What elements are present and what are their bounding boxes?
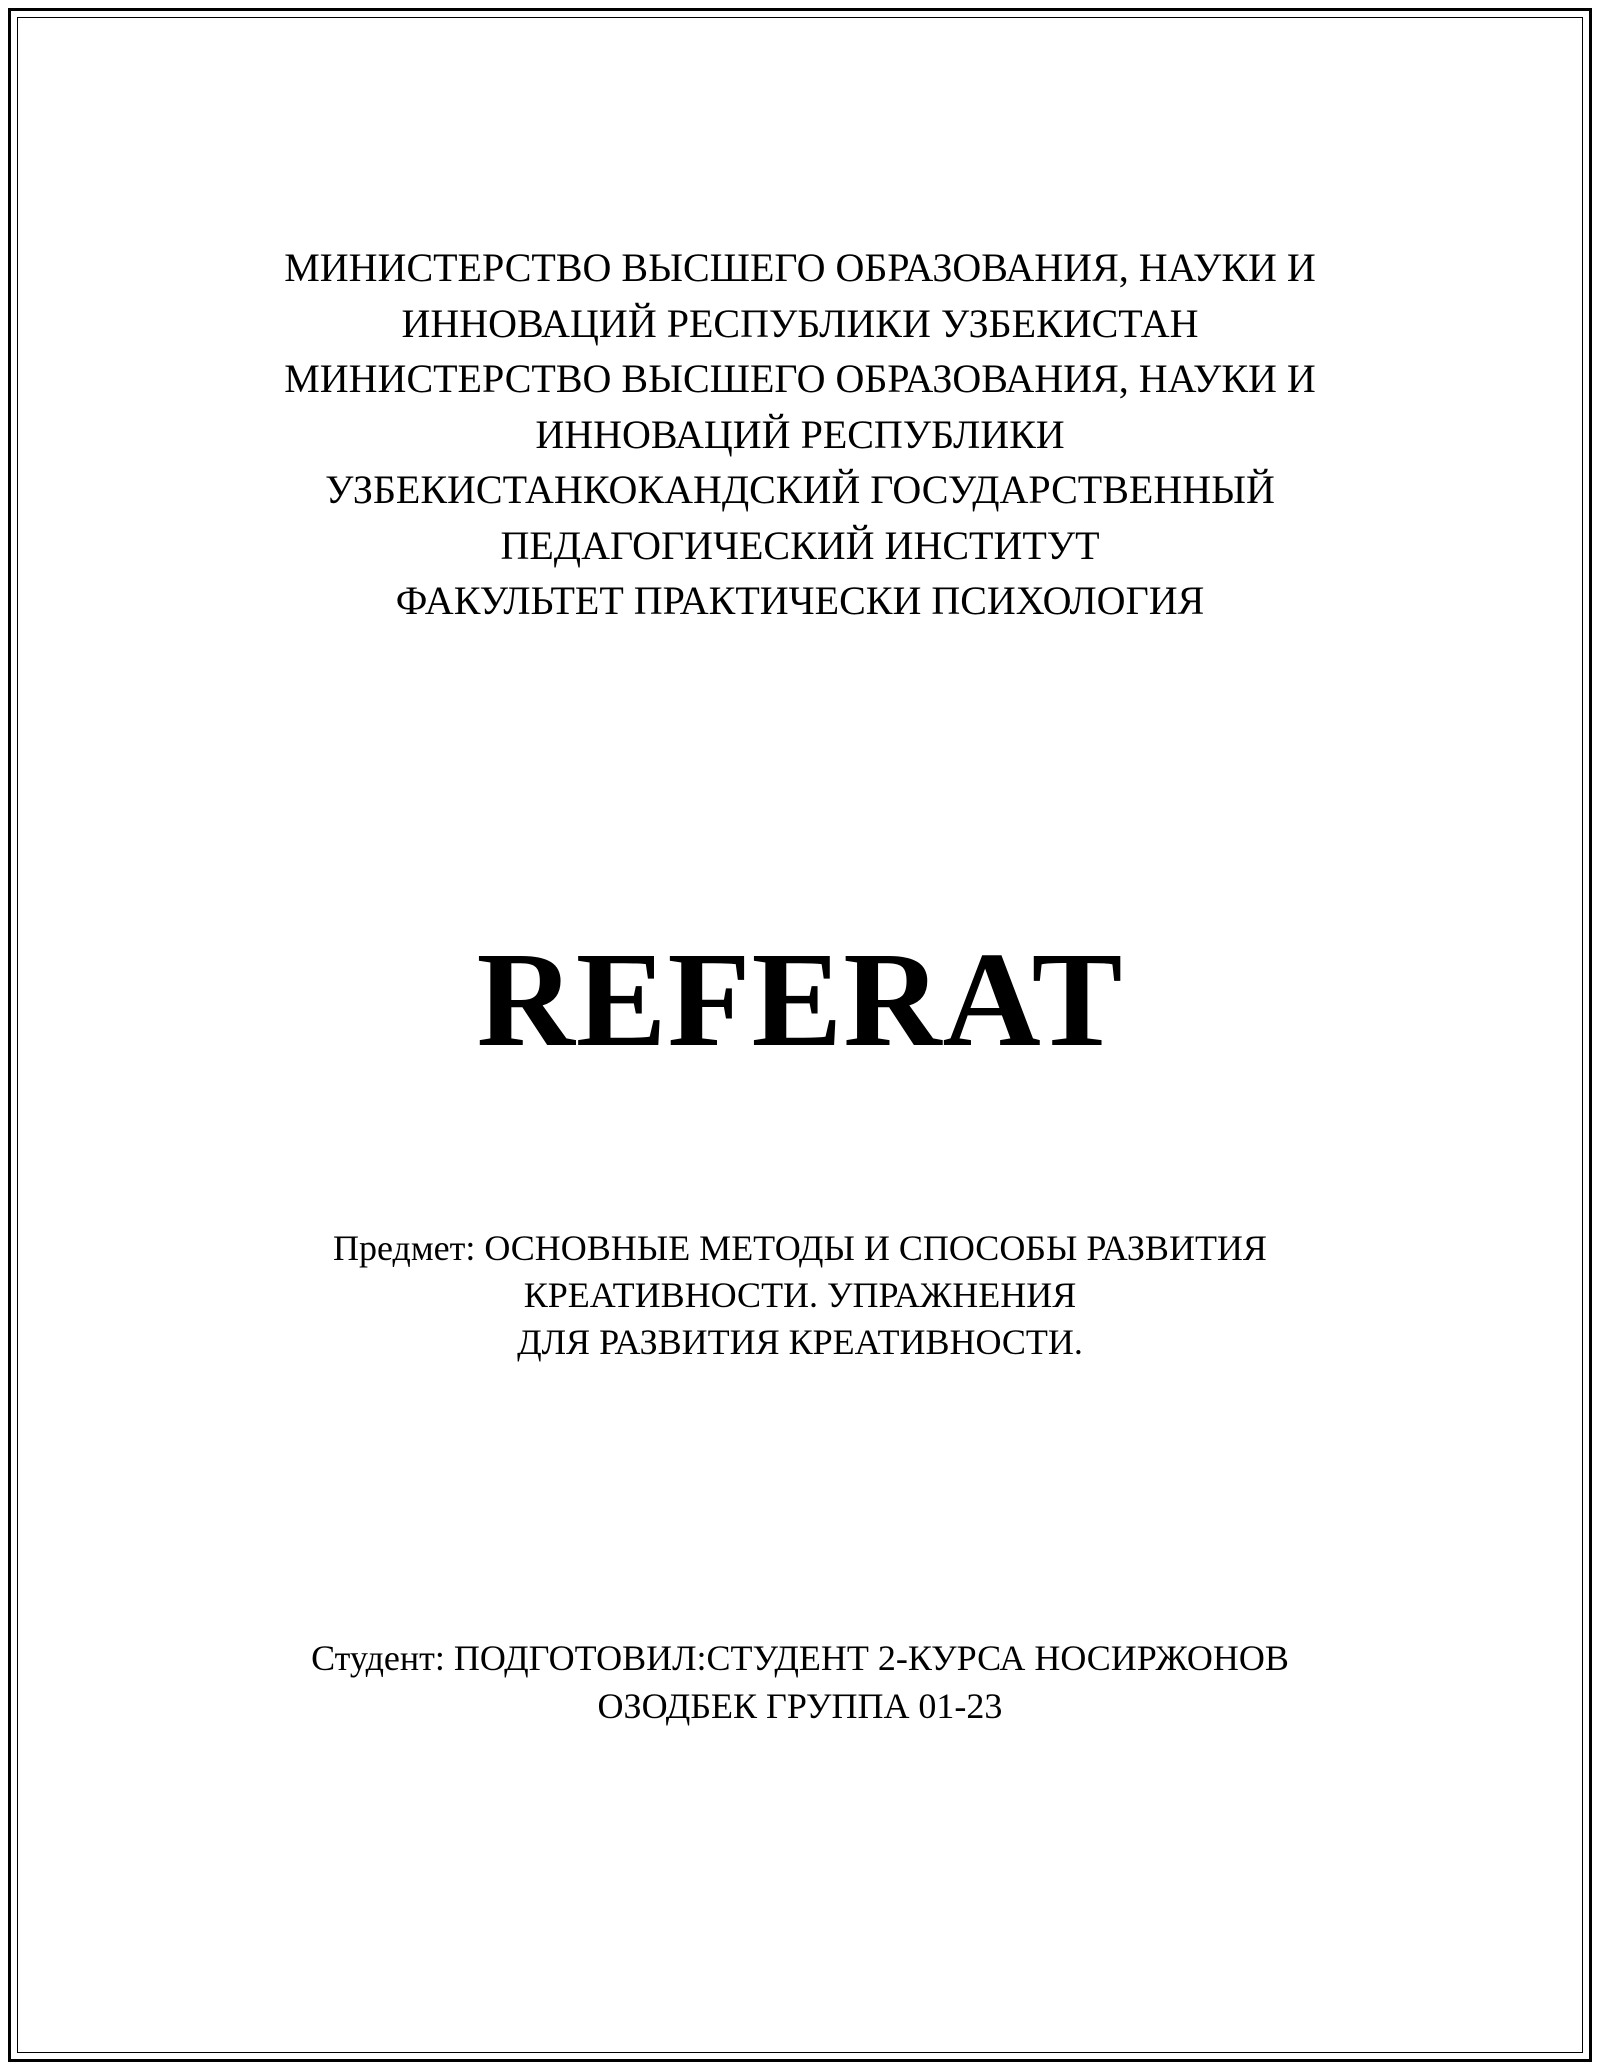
student-block [0,1634,1600,1730]
student-line: ОЗОДБЕК ГРУППА 01-23 [597,1686,1003,1726]
subject-line: ДЛЯ РАЗВИТИЯ КРЕАТИВНОСТИ. [517,1322,1083,1362]
document-title: REFERAT [476,925,1124,1075]
header-line: УЗБЕКИСТАНКОКАНДСКИЙ ГОСУДАРСТВЕННЫЙ [325,467,1275,512]
subject-block [0,1225,1600,1366]
header-line: ФАКУЛЬТЕТ ПРАКТИЧЕСКИ ПСИХОЛОГИЯ [395,578,1205,623]
subject-line: КРЕАТИВНОСТИ. УПРАЖНЕНИЯ [523,1275,1077,1315]
student-line: Студент: ПОДГОТОВИЛ:СТУДЕНТ 2-КУРСА НОСИРЖОНОВ [311,1638,1289,1678]
header-line: ПЕДАГОГИЧЕСКИЙ ИНСТИТУТ [500,522,1100,568]
header-line: ИННОВАЦИЙ РЕСПУБЛИКИ [535,411,1065,457]
header-line: МИНИСТЕРСТВО ВЫСШЕГО ОБРАЗОВАНИЯ, НАУКИ И [284,356,1316,401]
header-line: МИНИСТЕРСТВО ВЫСШЕГО ОБРАЗОВАНИЯ, НАУКИ И [284,245,1316,290]
institution-header [0,240,1600,629]
header-line: ИННОВАЦИЙ РЕСПУБЛИКИ УЗБЕКИСТАН [401,300,1199,346]
subject-line: Предмет: ОСНОВНЫЕ МЕТОДЫ И СПОСОБЫ РАЗВИТИЯ [333,1228,1267,1268]
